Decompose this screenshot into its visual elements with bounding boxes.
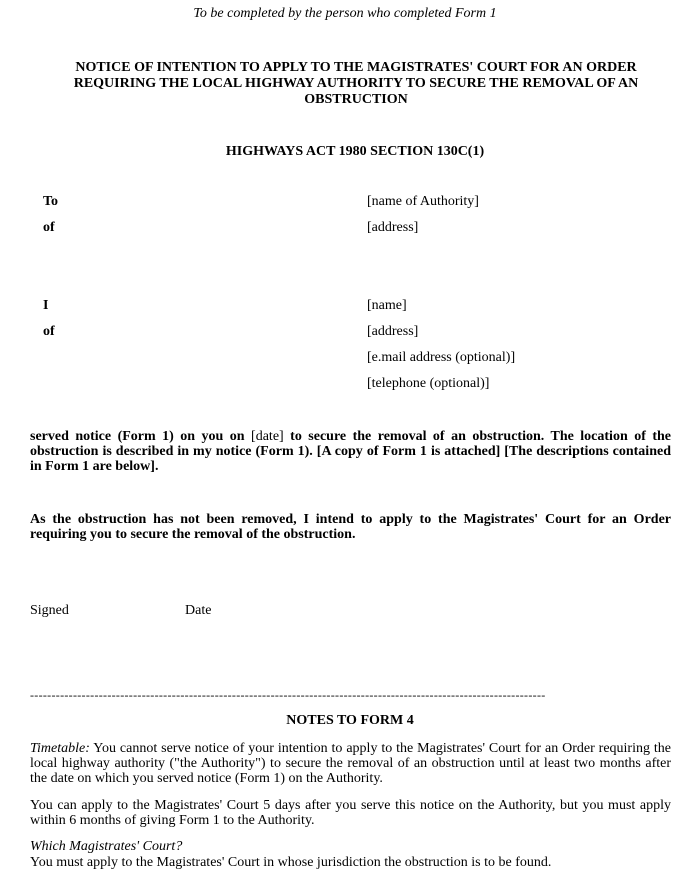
separator-line: ------------------------------------------------------------------------------------------------------------------------ (30, 688, 546, 702)
signed-label: Signed (30, 603, 69, 618)
i-label: I (43, 298, 49, 313)
notice-paragraph-part1: served notice (Form 1) on you on (30, 429, 252, 444)
notice-paragraph (30, 429, 671, 474)
timetable-note (30, 741, 671, 786)
sender-name-field: [name] (367, 298, 407, 313)
timetable-text: You cannot serve notice of your intention to apply to the Magistrates' Court for an Order requiring the local highway authority ("the Authority") to secure the removal of an obstruction until at least two months after the date on which you served notice (Form 1) on the Authority. (30, 741, 671, 786)
to-label: To (43, 194, 59, 209)
page-title (40, 60, 672, 108)
sender-of-label: of (43, 324, 55, 339)
which-court-text: You must apply to the Magistrates' Court in whose jurisdiction the obstruction is to be found. (30, 855, 552, 870)
sender-email-field: [e.mail address (optional)] (367, 350, 516, 365)
notice-paragraph-part2: to secure the removal of an obstruction. The location of the obstruction is described in my notice (Form 1). [A copy of Form 1 is attached] [The descriptions contained in Form 1 are below]. (30, 429, 671, 474)
authority-name-field: [name of Authority] (367, 194, 479, 209)
page-subtitle: HIGHWAYS ACT 1980 SECTION 130C(1) (225, 144, 485, 159)
title-line: OBSTRUCTION (304, 92, 408, 107)
which-court-label: Which Magistrates' Court? (30, 839, 183, 854)
title-line: NOTICE OF INTENTION TO APPLY TO THE MAGISTRATES' COURT FOR AN ORDER (75, 60, 637, 75)
sender-address-field: [address] (367, 324, 419, 339)
date-placeholder: [date] (251, 429, 284, 444)
apply-note: You can apply to the Magistrates' Court 5 days after you serve this notice on the Authority, but you must apply within 6 months of giving Form 1 to the Authority. (30, 798, 671, 828)
title-line: REQUIRING THE LOCAL HIGHWAY AUTHORITY TO SECURE THE REMOVAL OF AN (73, 76, 639, 91)
date-label: Date (185, 603, 212, 618)
recipient-of-label: of (43, 220, 55, 235)
intention-paragraph: As the obstruction has not been removed, I intend to apply to the Magistrates' Court for an Order requiring you to secure the removal of the obstruction. (30, 512, 671, 542)
sender-telephone-field: [telephone (optional)] (367, 376, 490, 391)
intro-note: To be completed by the person who completed Form 1 (193, 6, 497, 21)
timetable-label: Timetable: (30, 741, 90, 756)
authority-address-field: [address] (367, 220, 419, 235)
notes-heading: NOTES TO FORM 4 (286, 713, 414, 728)
